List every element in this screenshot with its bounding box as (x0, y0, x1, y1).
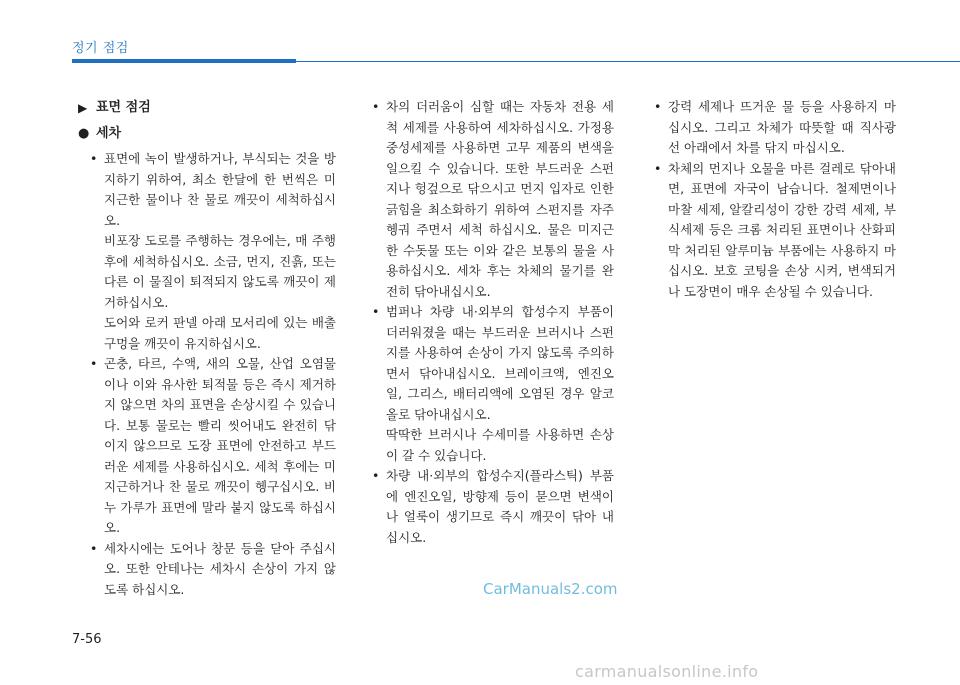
list-item (648, 159, 896, 303)
list-item-paragraph: 범퍼나 차량 내·외부의 합성수지 부품이 더러워졌을 때는 부드러운 브러시나 스펀지를 사용하여 손상이 가지 않도록 주의하면서 닦아내십시오. 브레이크액, 엔진오일, 그리스, 배터리액에 오염된 경우 알코올로 닦아내십시오. (386, 304, 614, 422)
list-item-paragraph: 도어와 로커 판넬 아래 모서리에 있는 배출 구멍을 깨끗이 유지하십시오. (104, 315, 336, 351)
page-number: 7-56 (72, 632, 102, 647)
list-item-paragraph: 세차시에는 도어나 창문 등을 닫아 주십시오. 또한 안테나는 세차시 손상이 가지 않도록 하십시오. (104, 540, 336, 597)
list-item (84, 149, 336, 354)
list-item (366, 97, 614, 302)
bullet-icon: • (372, 99, 380, 114)
list-item-paragraph: 차량 내·외부의 합성수지(플라스틱) 부품에 엔진오일, 방향제 등이 묻으면 변색이나 얼룩이 생기므로 즉시 깨끗이 닦아 내십시오. (386, 468, 614, 545)
list-item-paragraph: 강력 세제나 뜨거운 물 등을 사용하지 마십시오. 그리고 차체가 따뜻할 때 직사광선 아래에서 차를 닦지 마십시오. (668, 99, 896, 155)
list-item-paragraph: 표면에 녹이 발생하거나, 부식되는 것을 방지하기 위하여, 최소 한달에 한 번씩은 미지근한 물이나 찬 물로 깨끗이 세척하십시오. (104, 151, 336, 228)
triangle-right-icon: ▶ (78, 101, 88, 115)
list-item (84, 539, 336, 601)
list-item-paragraph: 곤충, 타르, 수액, 새의 오물, 산업 오염물이나 이와 유사한 퇴적물 등은 즉시 제거하지 않으면 차의 표면을 손상시킬 수 있습니다. 보통 물로는 빨리 씻어내도 완전히 닦이지 않으므로 도장 표면에 안전하고 부드러운 세제를 사용하십시오. 세척 후에는 미지근하거나 찬 물로 깨끗이 헹구십시오. 비누 가루가 표면에 말라 붙지 않도록 하십시오. (104, 356, 336, 535)
list-item-paragraph: 딱딱한 브러시나 수세미를 사용하면 손상이 갈 수 있습니다. (386, 427, 614, 463)
section-heading (78, 97, 336, 119)
bullet-icon: • (90, 356, 98, 371)
bullet-list-col3 (648, 97, 896, 302)
bullet-icon: • (654, 160, 662, 176)
list-item-paragraph: 차체의 먼지나 오물을 마른 걸레로 닦아내면, 표면에 자국이 남습니다. 철제면이나 마찰 세제, 알칼리성이 강한 강력 세제, 부식세제 등은 크롬 처리된 표면이나 산화피막 처리된 알루미늄 부품에는 사용하지 마십시오. 보호 코팅을 손상 시켜, 변색되거나 도장면이 매우 손상될 수 있습니다. (668, 160, 896, 299)
bullet-icon: • (372, 468, 380, 483)
bullet-list-col2 (366, 97, 614, 548)
subsection-heading-text: 세차 (96, 126, 122, 141)
list-item-paragraph: 비포장 도로를 주행하는 경우에는, 매 주행 후에 세척하십시오. 소금, 먼지, 진흙, 또는 다른 이 물질이 퇴적되지 않도록 깨끗이 제거하십시오. (104, 233, 336, 310)
watermark-text: CarManuals2.com (483, 580, 618, 598)
list-item (366, 302, 614, 466)
subsection-heading (78, 123, 336, 145)
column-1 (78, 97, 336, 600)
section-heading-text: 표면 점검 (96, 100, 151, 115)
list-item (366, 466, 614, 548)
section-title: 정기 점검 (72, 41, 129, 56)
bullet-icon: • (654, 99, 662, 114)
list-item-paragraph: 차의 더러움이 심할 때는 자동차 전용 세척 세제를 사용하여 세차하십시오. 가정용 중성세제를 사용하면 고무 제품의 변색을 일으킬 수 있습니다. 또한 부드러운 스펀지나 헝겊으로 닦으시고 먼지 입자로 인한 긁힘을 최소화하기 위하여 스펀지를 자주 헹궈 주면서 세척 하십시오. 물은 미지근한 수돗물 또는 이와 같은 보통의 물을 사용하십시오. 세차 후는 차체의 물기를 완전히 닦아내십시오. (386, 99, 614, 299)
bullet-icon: • (372, 304, 380, 319)
header-rule-thick (72, 59, 296, 63)
header-rule-thin (296, 61, 960, 62)
bullet-list-col1 (84, 149, 336, 600)
footer-watermark: carmanualsonline.info (575, 662, 759, 681)
bullet-icon: • (90, 540, 98, 556)
bullet-icon: • (90, 151, 98, 166)
list-item (84, 354, 336, 539)
column-3 (648, 97, 896, 302)
list-item (648, 97, 896, 159)
column-2 (366, 97, 614, 548)
filled-circle-icon: ● (78, 126, 90, 141)
